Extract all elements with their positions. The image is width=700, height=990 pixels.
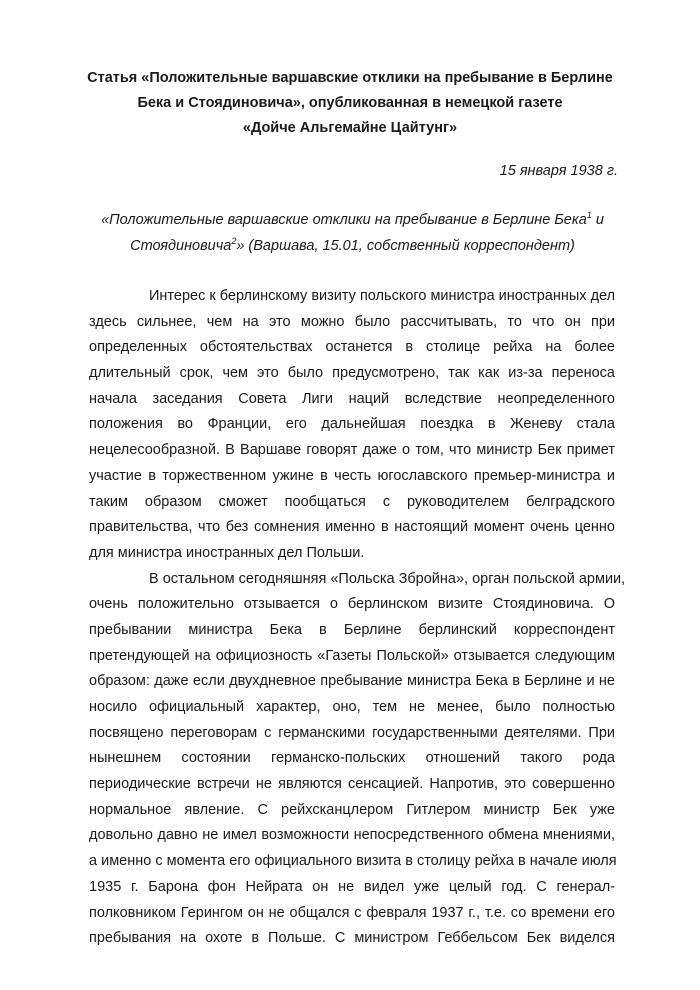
subtitle-text: » (Варшава, 15.01, собственный корреспондент) [236,238,575,254]
subtitle-text: Стоядиновича [130,238,232,254]
body-line: образом: даже если двухдневное пребывание министра Бека в Берлине и не [89,673,615,690]
document-date: 15 января 1938 г. [499,163,618,179]
body-line: периодические встречи не являются сенсацией. Напротив, это совершенно [89,776,615,793]
body-line: нормальное явление. С рейхсканцлером Гитлером министр Бек уже [89,801,615,818]
body-line: нынешнем состоянии германско-польских отношений такого рода [89,750,615,767]
article-body [89,284,626,952]
body-line: а именно с момента его официального визита в столицу рейха в начале июля [89,853,617,870]
body-line: для министра иностранных дел Польши. [89,544,365,561]
body-line: пребывания на охоте в Польше. С министром Геббельсом Бек виделся [89,930,615,947]
footnote-ref-1[interactable]: 1 [586,210,592,220]
body-line: положения во Франции, его дальнейшая поездка в Женеву стала [89,416,615,433]
document-title [80,66,620,141]
body-line: В остальном сегодняшняя «Польска Збройна», орган польской армии, [149,570,626,587]
footnote-ref-2[interactable]: 2 [231,236,237,246]
body-line: довольно давно не имел возможности непосредственного обмена мнениями, [89,827,615,844]
body-line: очень положительно отзывается о берлинском визите Стоядиновича. О [89,596,615,613]
body-line: носило официальный характер, оно, тем не менее, было полностью [89,699,615,715]
body-line: здесь сильнее, чем на это можно было рассчитывать, то что он при [89,313,615,330]
body-line: определенных обстоятельствах останется в столице рейха на более [89,339,615,356]
body-line: нецелесообразной. В Варшаве говорят даже о том, что министр Бек примет [89,442,615,459]
body-line: участие в торжественном ужине в честь югославского премьер-министра и [89,467,615,484]
subtitle-text: и [591,212,604,228]
subtitle-line-1 [90,207,615,233]
article-subtitle [90,207,615,259]
body-line: 1935 г. Барона фон Нейрата он не видел уже целый год. С генерал- [89,878,615,895]
body-line: полковником Герингом он не общался с февраля 1937 г., т.е. со времени его [89,904,615,921]
body-line: длительный срок, чем это было предусмотрено, так как из-за переноса [89,365,615,382]
body-line: Интерес к берлинскому визиту польского министра иностранных дел [149,288,616,304]
body-line: претендующей на официозность «Газеты Польской» отзывается следующим [89,647,615,664]
title-line-1: Статья «Положительные варшавские отклики на пребывание в Берлине [87,70,613,86]
body-line: пребывании министра Бека в Берлине берлинский корреспондент [89,621,615,638]
title-line-2: Бека и Стоядиновича», опубликованная в немецкой газете [137,95,563,111]
subtitle-text: «Положительные варшавские отклики на пребывание в Берлине Бека [101,212,587,228]
title-line-3: «Дойче Альгемайне Цайтунг» [242,120,458,136]
subtitle-line-2 [90,233,615,259]
body-line: правительства, что без сомнения именно в настоящий момент очень ценно [89,519,615,536]
body-line: таким образом сможет пообщаться с руководителем белградского [89,493,615,510]
body-line: посвящено переговорам с германскими государственными деятелями. При [89,724,615,741]
body-line: начала заседания Совета Лиги наций вследствие неопределенного [89,390,615,407]
